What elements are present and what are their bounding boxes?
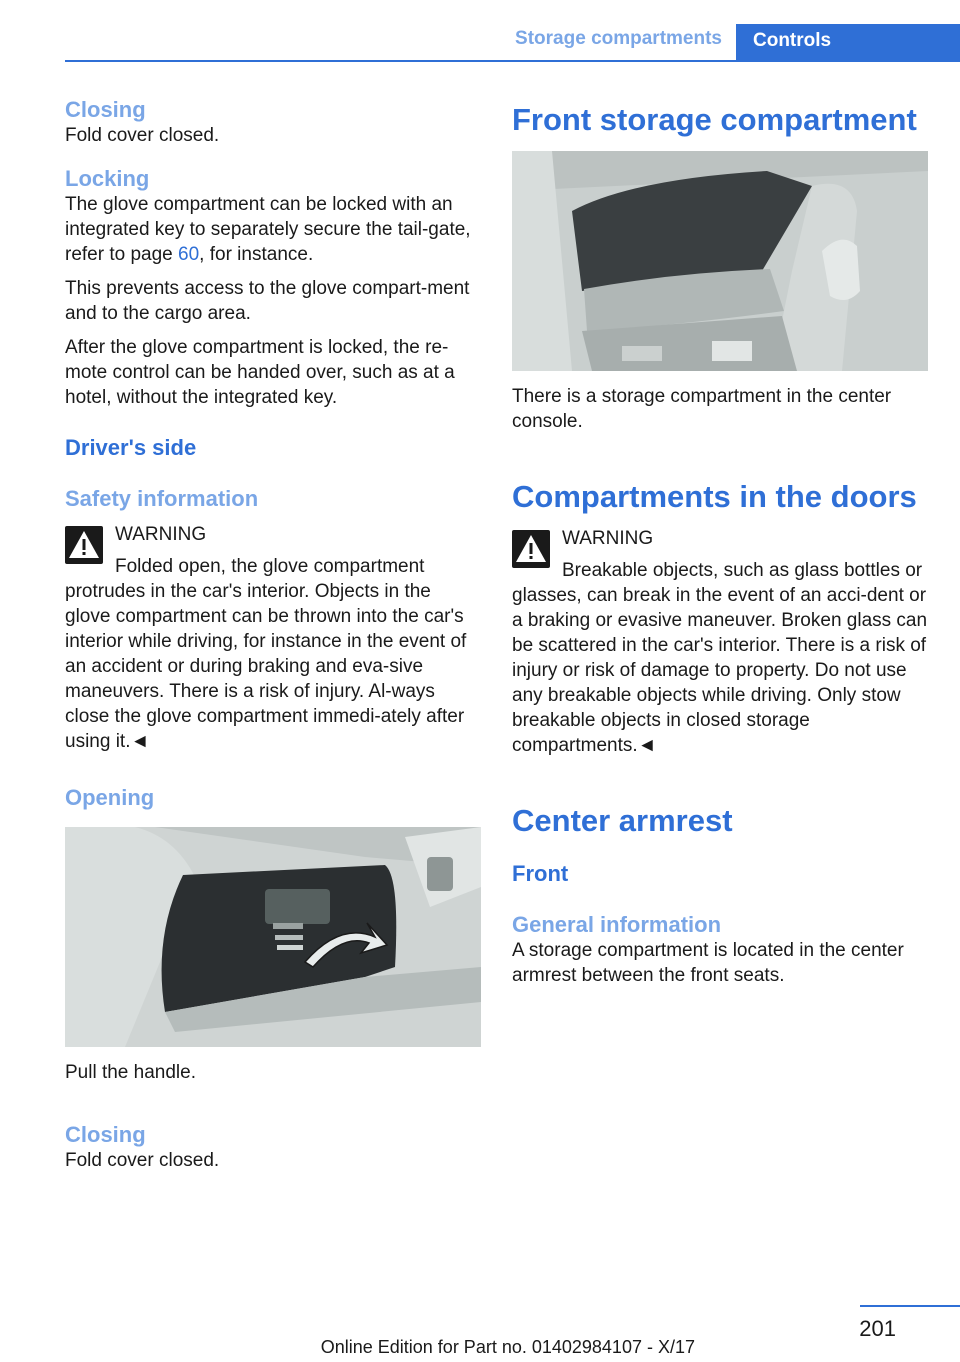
locking-paragraph-2: This prevents access to the glove compart‐ment and to the cargo area. xyxy=(65,278,470,324)
closing-text-top: Fold cover closed. xyxy=(65,125,220,146)
closing-heading-top: Closing xyxy=(65,97,146,122)
center-armrest-heading: Center armrest xyxy=(512,803,733,838)
locking-heading: Locking xyxy=(65,166,150,191)
warning-title: WARNING xyxy=(115,524,207,545)
edition-note: Online Edition for Part no. 01402984107 - X/17 xyxy=(320,1337,695,1357)
warning-title: WARNING xyxy=(562,528,654,549)
safety-information-heading: Safety information xyxy=(65,486,259,511)
front-subheading: Front xyxy=(512,861,569,886)
header-chapter-tab: Controls xyxy=(736,24,960,62)
warning-triangle-icon xyxy=(512,530,550,568)
general-information-text: A storage compartment is located in the center armrest between the front seats. xyxy=(512,940,904,986)
center-console-storage-image xyxy=(512,151,928,371)
warning-text: Breakable objects, such as glass bottles or glasses, can break in the event of an acci‐dent or a braking or evasive maneuver. Broken glass can be scattered in the car's interior. There is a risk of injury or risk of damage to property. Do not use any breakable objects while driving. Only stow breakable objects in closed storage compartments.◄ xyxy=(512,560,928,756)
left-column xyxy=(65,96,481,1182)
warning-text: Folded open, the glove compartment protrudes in the car's interior. Objects in the glove compartment can be thrown into the car's interior while driving, for instance in the event of an accident or during braking and eva‐sive maneuvers. There is a risk of injury. Al‐ways close the glove compartment immedi‐ately after using it.◄ xyxy=(65,556,467,752)
right-column xyxy=(512,96,928,997)
front-storage-heading: Front storage compartment xyxy=(512,102,917,137)
opening-heading: Opening xyxy=(65,785,155,810)
locking-paragraph-3: After the glove compartment is locked, the re‐mote control can be handed over, such as at a hotel, without the integrated key. xyxy=(65,337,455,408)
closing-text-bottom: Fold cover closed. xyxy=(65,1150,220,1171)
door-compartments-heading: Compartments in the doors xyxy=(512,479,917,514)
drivers-side-heading: Driver's side xyxy=(65,435,197,460)
header-section-title: Storage compartments xyxy=(515,28,722,49)
warning-triangle-icon xyxy=(65,526,103,564)
front-storage-caption: There is a storage compartment in the center console. xyxy=(512,386,892,432)
general-information-heading: General information xyxy=(512,912,722,937)
warning-block-doors xyxy=(512,526,928,758)
locking-paragraph-1: The glove compartment can be locked with an integrated key to separately secure the tail‐gate, refer to page 60, for instance. xyxy=(65,194,471,265)
glove-compartment-handle-image xyxy=(65,827,481,1047)
closing-heading-bottom: Closing xyxy=(65,1122,146,1147)
page-number: 201 xyxy=(859,1316,896,1341)
warning-block-glovebox xyxy=(65,522,481,754)
page-reference-link[interactable]: 60 xyxy=(178,244,200,265)
header-rule xyxy=(65,60,960,62)
footer-rule xyxy=(860,1305,960,1307)
page-header xyxy=(65,24,960,62)
opening-caption: Pull the handle. xyxy=(65,1062,196,1083)
